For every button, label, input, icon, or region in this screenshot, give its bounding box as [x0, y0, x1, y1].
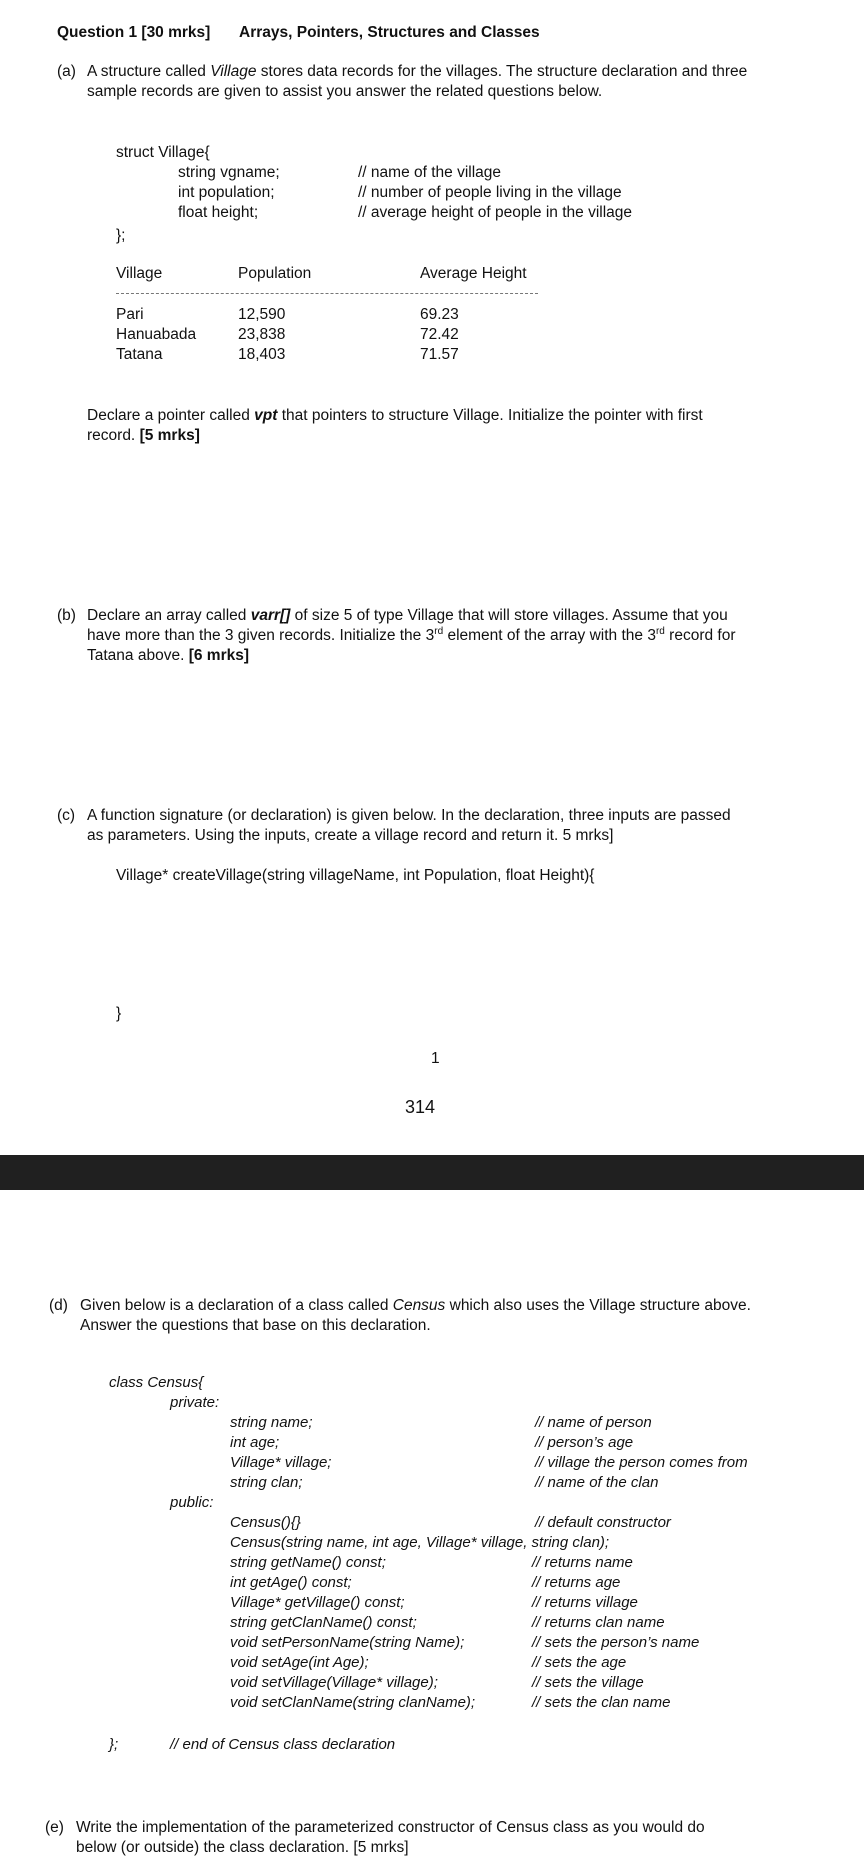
stamp-number: 314 [405, 1097, 436, 1117]
public-member-decl: string getClanName() const; [230, 1614, 417, 1631]
private-member-comment: // person’s age [535, 1434, 634, 1451]
public-member-comment: // returns clan name [532, 1614, 665, 1631]
private-member-comment: // village the person comes from [535, 1454, 748, 1471]
table-header-village: Village [116, 265, 163, 282]
part-d-label: (d) [49, 1297, 68, 1314]
part-a-task-line1: Declare a pointer called vpt that pointers to structure Village. Initialize the pointer with first [87, 407, 703, 424]
public-member-decl: void setAge(int Age); [230, 1654, 369, 1671]
table-cell: Tatana [116, 346, 163, 363]
private-member-decl: string clan; [230, 1474, 303, 1491]
struct-open: struct Village{ [116, 144, 210, 161]
table-header-average-height: Average Height [420, 265, 527, 282]
table-cell: 23,838 [238, 326, 286, 343]
private-member-decl: Village* village; [230, 1454, 332, 1471]
table-cell: Pari [116, 306, 144, 323]
public-member-comment: // returns village [532, 1594, 638, 1611]
public-member-comment: // returns age [532, 1574, 621, 1591]
part-a-intro-line2: sample records are given to assist you answer the related questions below. [87, 83, 603, 100]
public-member-decl: void setClanName(string clanName); [230, 1694, 476, 1711]
class-end-comment: // end of Census class declaration [170, 1736, 396, 1753]
public-member-decl: int getAge() const; [230, 1574, 352, 1591]
public-member-decl: void setPersonName(string Name); [230, 1634, 465, 1651]
private-label: private: [170, 1394, 220, 1411]
question-title: Arrays, Pointers, Structures and Classes [239, 24, 540, 41]
public-member-decl: Village* getVillage() const; [230, 1594, 405, 1611]
public-member-comment: // returns name [532, 1554, 633, 1571]
table-cell: Hanuabada [116, 326, 197, 343]
struct-field-decl: string vgname; [178, 164, 280, 181]
struct-field-comment: // name of the village [358, 164, 502, 181]
struct-field-comment: // number of people living in the village [358, 184, 622, 201]
table-cell: 71.57 [420, 346, 459, 363]
part-a-task-line2: record. [5 mrks] [87, 427, 200, 444]
part-c-line2: as parameters. Using the inputs, create a village record and return it. 5 mrks] [87, 827, 614, 844]
function-closing-brace: } [116, 1005, 122, 1022]
public-label: public: [170, 1494, 214, 1511]
public-member-decl: void setVillage(Village* village); [230, 1674, 438, 1691]
table-header-population: Population [238, 265, 312, 282]
part-e-label: (e) [45, 1819, 64, 1836]
struct-field-decl: float height; [178, 204, 259, 221]
part-c-label: (c) [57, 807, 76, 824]
struct-close: }; [116, 227, 126, 244]
part-e-line1: Write the implementation of the parameterized constructor of Census class as you would do [76, 1819, 705, 1836]
part-e-line2: below (or outside) the class declaration. [5 mrks] [76, 1839, 409, 1856]
part-b-label: (b) [57, 607, 76, 624]
part-d-line2: Answer the questions that base on this declaration. [80, 1317, 431, 1334]
public-member-decl: string getName() const; [230, 1554, 386, 1571]
struct-field-comment: // average height of people in the village [358, 204, 633, 221]
default-constructor-comment: // default constructor [535, 1514, 671, 1531]
table-cell: 18,403 [238, 346, 286, 363]
table-cell: 12,590 [238, 306, 286, 323]
part-c-line1: A function signature (or declaration) is given below. In the declaration, three inputs are passed [87, 807, 731, 824]
private-member-decl: string name; [230, 1414, 313, 1431]
default-constructor: Census(){} [230, 1514, 301, 1531]
page-number: 1 [431, 1050, 440, 1067]
public-member-comment: // sets the person’s name [532, 1634, 700, 1651]
public-member-comment: // sets the age [532, 1654, 627, 1671]
public-member-comment: // sets the clan name [532, 1694, 671, 1711]
part-b-line3: Tatana above. [6 mrks] [87, 647, 250, 664]
public-member-comment: // sets the village [532, 1674, 644, 1691]
table-cell: 69.23 [420, 306, 459, 323]
parameterized-constructor: Census(string name, int age, Village* village, string clan); [230, 1534, 610, 1551]
struct-field-decl: int population; [178, 184, 275, 201]
table-cell: 72.42 [420, 326, 459, 343]
page-separator-bar [0, 1155, 864, 1190]
part-a-intro-line1: A structure called Village stores data records for the villages. The structure declaration and three [87, 63, 748, 80]
private-member-decl: int age; [230, 1434, 280, 1451]
exam-page-2 [0, 1190, 864, 1856]
question-number: Question 1 [30 mrks] [57, 24, 211, 41]
part-b-line2: have more than the 3 given records. Initialize the 3rd element of the array with the 3rd record for [87, 625, 736, 644]
private-member-comment: // name of the clan [535, 1474, 659, 1491]
function-signature: Village* createVillage(string villageName, int Population, float Height){ [116, 867, 595, 884]
table-divider [116, 293, 538, 294]
private-member-comment: // name of person [535, 1414, 652, 1431]
class-close: }; [109, 1736, 119, 1753]
part-a-label: (a) [57, 63, 76, 80]
class-open: class Census{ [109, 1374, 204, 1391]
part-d-line1: Given below is a declaration of a class called Census which also uses the Village structure above. [80, 1297, 751, 1314]
part-b-line1: Declare an array called varr[] of size 5 of type Village that will store villages. Assume that you [87, 607, 728, 624]
